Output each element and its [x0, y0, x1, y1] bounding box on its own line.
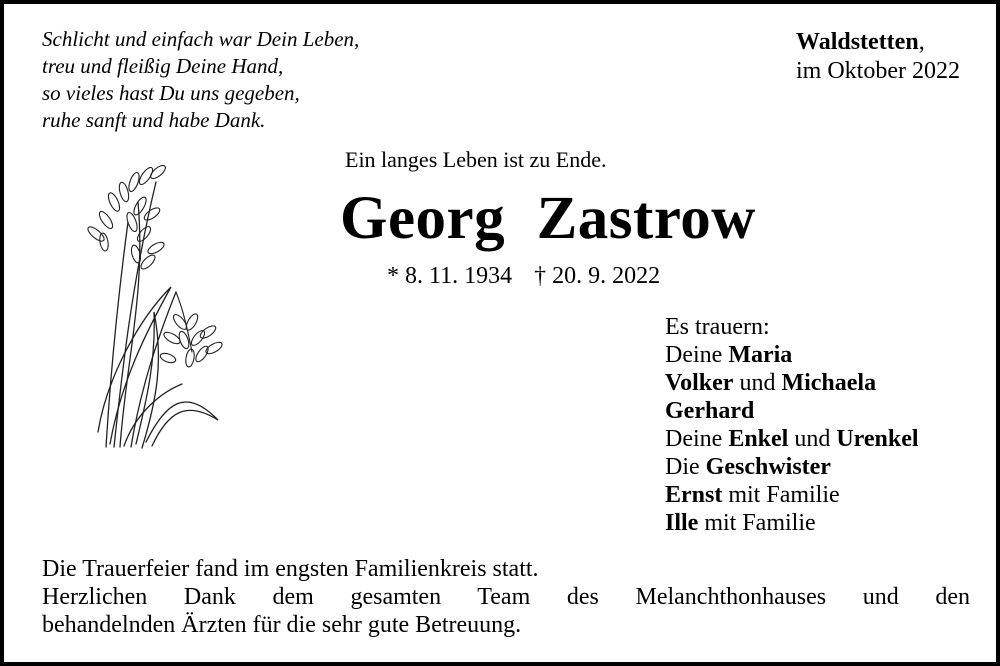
- mourner-text: Deine: [665, 342, 729, 368]
- mourner-text: Die: [665, 454, 706, 480]
- mourner-name: Geschwister: [705, 454, 831, 480]
- notice-date: im Oktober 2022: [796, 58, 960, 84]
- mourner-text: und: [733, 370, 782, 396]
- mourner-line: [665, 425, 919, 453]
- funeral-note: Die Trauerfeier fand im engsten Familienkreis statt.: [42, 556, 539, 582]
- mourner-name: Volker: [665, 370, 734, 396]
- mourner-text: Deine: [665, 426, 729, 452]
- mourner-text: mit Familie: [698, 510, 816, 536]
- footer-text: [42, 555, 970, 639]
- thanks-line-continued: behandelnden Ärzten für die sehr gute Betreuung.: [42, 612, 522, 638]
- mourner-name: Michaela: [781, 370, 877, 396]
- death-date: † 20. 9. 2022: [534, 263, 661, 289]
- mourner-text: und: [788, 426, 837, 452]
- mourner-name: Ernst: [665, 482, 723, 508]
- life-dates: [387, 261, 660, 291]
- mourner-name: Gerhard: [665, 398, 755, 424]
- place-name: Waldstetten: [796, 29, 919, 55]
- mourners-heading: Es trauern:: [665, 314, 770, 340]
- mourner-lines: [665, 341, 919, 537]
- mourner-line: [665, 453, 919, 481]
- poem: [42, 26, 359, 134]
- poem-line: ruhe sanft und habe Dank.: [42, 108, 266, 132]
- poem-line: treu und fleißig Deine Hand,: [42, 54, 284, 78]
- mourner-name: Maria: [728, 342, 793, 368]
- mourner-line: [665, 509, 919, 537]
- mourner-line: [665, 397, 919, 425]
- thanks-line: Herzlichen Dank dem gesamten Team des Melanchthonhauses und den: [42, 584, 970, 610]
- mourner-line: [665, 341, 919, 369]
- mourner-text: mit Familie: [722, 482, 840, 508]
- place-comma: ,: [918, 29, 925, 55]
- mourner-line: [665, 481, 919, 509]
- place-and-date: [796, 28, 960, 86]
- mourner-line: [665, 369, 919, 397]
- mourner-name: Ille: [665, 510, 699, 536]
- poem-line: so vieles hast Du uns gegeben,: [42, 81, 300, 105]
- intro-text: Ein langes Leben ist zu Ende.: [345, 147, 607, 172]
- mourner-name: Enkel: [728, 426, 789, 452]
- grass-ears-drawing-icon: [76, 162, 226, 452]
- deceased-name: Georg Zastrow: [340, 185, 756, 252]
- birth-date: * 8. 11. 1934: [387, 263, 513, 289]
- mourners-list: [665, 313, 919, 537]
- poem-line: Schlicht und einfach war Dein Leben,: [42, 27, 360, 51]
- mourner-name: Urenkel: [836, 426, 919, 452]
